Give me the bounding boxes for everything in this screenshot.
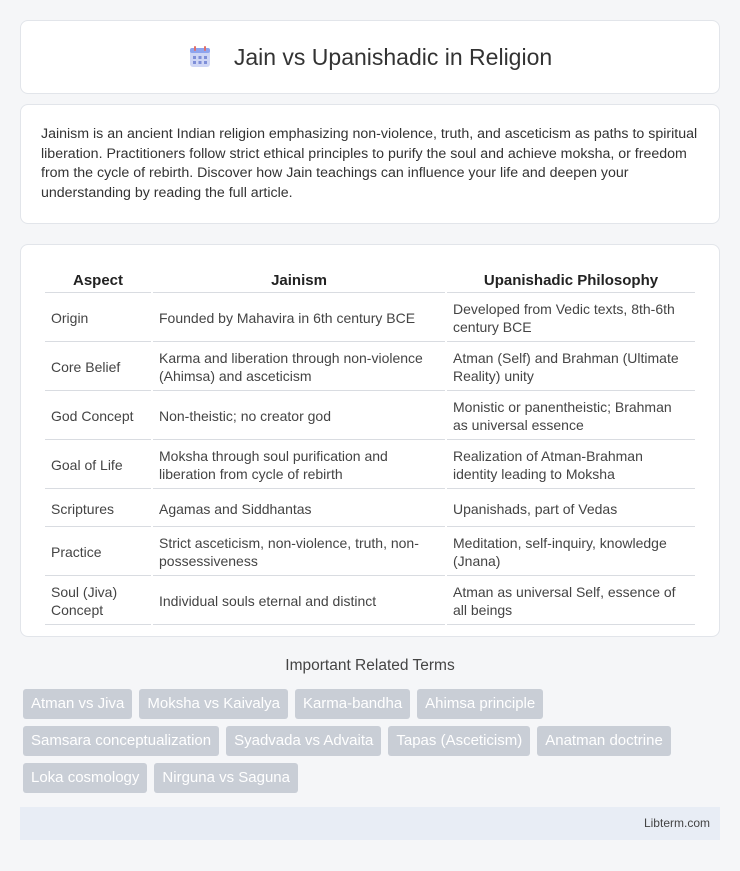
table-row (45, 393, 695, 440)
cell-aspect: Goal of Life (45, 442, 151, 489)
footer-site-link[interactable]: Libterm.com (643, 816, 710, 830)
cell-jainism: Karma and liberation through non-violence (Ahimsa) and asceticism (153, 344, 445, 391)
column-header-aspect: Aspect (45, 267, 151, 293)
cell-jainism: Founded by Mahavira in 6th century BCE (153, 295, 445, 342)
related-tag[interactable]: Nirguna vs Saguna (154, 763, 298, 793)
cell-jainism: Non-theistic; no creator god (153, 393, 445, 440)
table-row (45, 529, 695, 576)
cell-upanishadic: Atman as universal Self, essence of all beings (447, 578, 695, 625)
related-tag[interactable]: Syadvada vs Advaita (226, 726, 381, 756)
cell-aspect: God Concept (45, 393, 151, 440)
comparison-table (43, 265, 697, 627)
related-tag[interactable]: Ahimsa principle (417, 689, 543, 719)
cell-jainism: Moksha through soul purification and liberation from cycle of rebirth (153, 442, 445, 489)
table-header-row (45, 267, 695, 293)
cell-upanishadic: Atman (Self) and Brahman (Ultimate Reality) unity (447, 344, 695, 391)
cell-upanishadic: Monistic or panentheistic; Brahman as universal essence (447, 393, 695, 440)
header-card (20, 20, 720, 94)
intro-text: Jainism is an ancient Indian religion emphasizing non-violence, truth, and asceticism as paths to spiritual liberation. Practitioners follow strict ethical principles to purify the soul and achieve moksha, or freedom from the cycle of rebirth. Discover how Jain teachings can influence your life and deepen your understanding by reading the full article. (41, 126, 698, 201)
cell-jainism: Agamas and Siddhantas (153, 491, 445, 527)
cell-jainism: Individual souls eternal and distinct (153, 578, 445, 625)
table-row (45, 295, 695, 342)
related-terms-title: Important Related Terms (285, 657, 455, 674)
table-row (45, 578, 695, 625)
cell-aspect: Soul (Jiva) Concept (45, 578, 151, 625)
cell-upanishadic: Developed from Vedic texts, 8th-6th century BCE (447, 295, 695, 342)
related-tag[interactable]: Karma-bandha (295, 689, 410, 719)
cell-aspect: Origin (45, 295, 151, 342)
cell-aspect: Core Belief (45, 344, 151, 391)
comparison-table-card (20, 244, 720, 637)
related-tag[interactable]: Tapas (Asceticism) (388, 726, 530, 756)
cell-jainism: Strict asceticism, non-violence, truth, non-possessiveness (153, 529, 445, 576)
table-row (45, 442, 695, 489)
cell-aspect: Scriptures (45, 491, 151, 527)
related-tag[interactable]: Moksha vs Kaivalya (139, 689, 288, 719)
calendar-icon (188, 45, 212, 69)
column-header-jainism: Jainism (153, 267, 445, 293)
footer (20, 807, 720, 840)
column-header-upanishadic: Upanishadic Philosophy (447, 267, 695, 293)
cell-aspect: Practice (45, 529, 151, 576)
table-row (45, 491, 695, 527)
related-tag[interactable]: Loka cosmology (23, 763, 147, 793)
related-tag[interactable]: Samsara conceptualization (23, 726, 219, 756)
intro-card (20, 104, 720, 224)
related-terms-list (23, 689, 723, 793)
related-tag[interactable]: Anatman doctrine (537, 726, 671, 756)
cell-upanishadic: Realization of Atman-Brahman identity leading to Moksha (447, 442, 695, 489)
cell-upanishadic: Meditation, self-inquiry, knowledge (Jnana) (447, 529, 695, 576)
page-title: Jain vs Upanishadic in Religion (233, 43, 553, 70)
related-tag[interactable]: Atman vs Jiva (23, 689, 132, 719)
cell-upanishadic: Upanishads, part of Vedas (447, 491, 695, 527)
table-row (45, 344, 695, 391)
